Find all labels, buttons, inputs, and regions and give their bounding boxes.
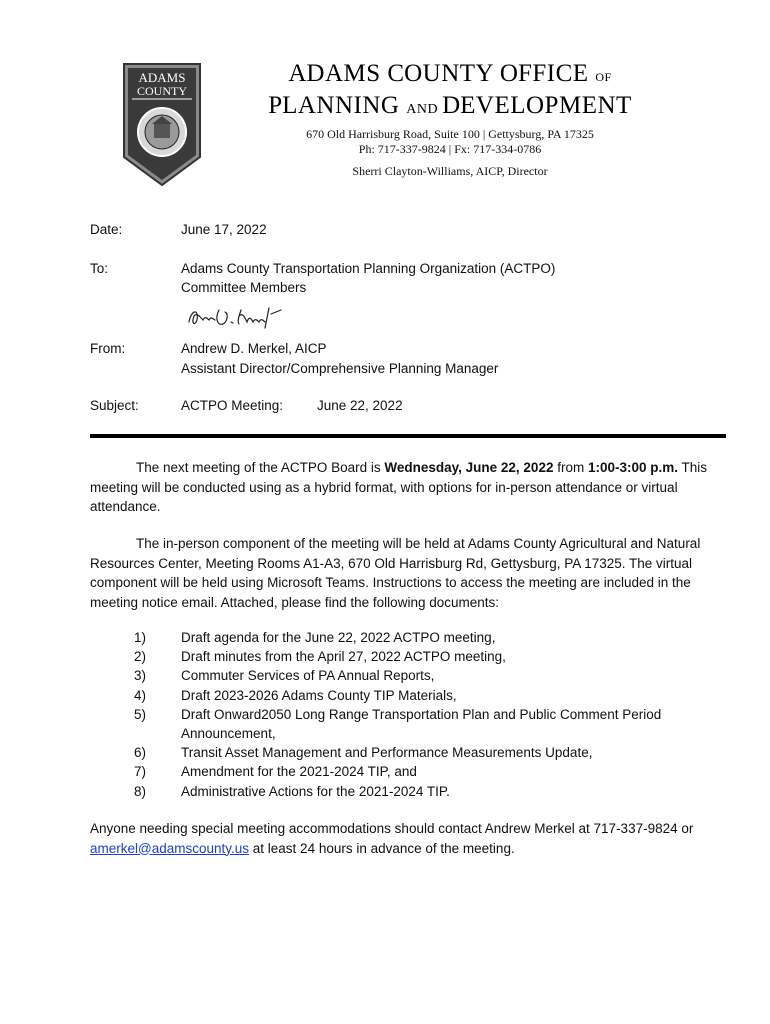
list-item: 2) Draft minutes from the April 27, 2022 ACTPO meeting, (134, 649, 506, 665)
list-item: 1) Draft agenda for the June 22, 2022 ACTPO meeting, (134, 630, 496, 645)
logo-text-adams: ADAMS (138, 70, 186, 85)
to-line2: Committee Members (181, 280, 307, 295)
header-divider (90, 434, 726, 438)
paragraph-accommodations: Anyone needing special meeting accommodations should contact Andrew Merkel at 717-337-9824 or amerkel@adamscounty.us at least 24 hours in advance of the meeting. (90, 821, 694, 856)
list-item: 7) Amendment for the 2021-2024 TIP, and (134, 764, 417, 780)
signature (185, 304, 285, 330)
letterhead-phone: Ph: 717-337-9824 | Fx: 717-334-0786 (358, 142, 542, 156)
list-item: 3) Commuter Services of PA Annual Reports, (134, 668, 435, 684)
letterhead-director: Sherri Clayton-Williams, AICP, Director (352, 164, 548, 178)
logo-text-county: COUNTY (137, 84, 187, 98)
paragraph-location: The in-person component of the meeting will be held at Adams County Agricultural and Natural Resources Center, Meeting Rooms A1-A3, 670 Old Harrisburg Rd, Gettysburg, PA 17325. The virtual component will be held using Microsoft Teams. Instructions to access the meeting are included in the meeting notice email. Attached, please find the following documents: (90, 536, 701, 610)
list-item: 6) Transit Asset Management and Performance Measurements Update, (134, 745, 593, 761)
list-item: 4) Draft 2023-2026 Adams County TIP Materials, (134, 687, 457, 703)
adams-county-logo (122, 62, 202, 187)
date-value: June 17, 2022 (181, 222, 267, 237)
letterhead-address: 670 Old Harrisburg Road, Suite 100 | Gettysburg, PA 17325 (306, 127, 594, 141)
subject-label: Subject: (90, 398, 139, 413)
paragraph-meeting-info: The next meeting of the ACTPO Board is Wednesday, June 22, 2022 from 1:00-3:00 p.m. This meeting will be conducted using as a hybrid format, with options for in-person attendance or virtual attendance. (90, 460, 708, 514)
from-line2: Assistant Director/Comprehensive Planning Manager (181, 361, 499, 376)
documents-list (134, 628, 694, 801)
letterhead-title-line1: ADAMS COUNTY OFFICE OF (288, 60, 612, 87)
letterhead-title-line2: PLANNING AND DEVELOPMENT (268, 92, 632, 119)
subject-date: June 22, 2022 (317, 398, 403, 413)
from-label: From: (90, 341, 126, 356)
to-line1: Adams County Transportation Planning Organization (ACTPO) (181, 261, 556, 276)
to-label: To: (90, 261, 109, 276)
list-item: 8) Administrative Actions for the 2021-2024 TIP. (134, 783, 450, 799)
list-item: 5) Draft Onward2050 Long Range Transportation Plan and Public Comment Period Announcement, (134, 706, 662, 742)
subject-value: ACTPO Meeting: (181, 398, 284, 413)
from-line1: Andrew D. Merkel, AICP (181, 341, 327, 356)
date-label: Date: (90, 222, 123, 237)
email-link[interactable]: amerkel@adamscounty.us (90, 840, 250, 856)
